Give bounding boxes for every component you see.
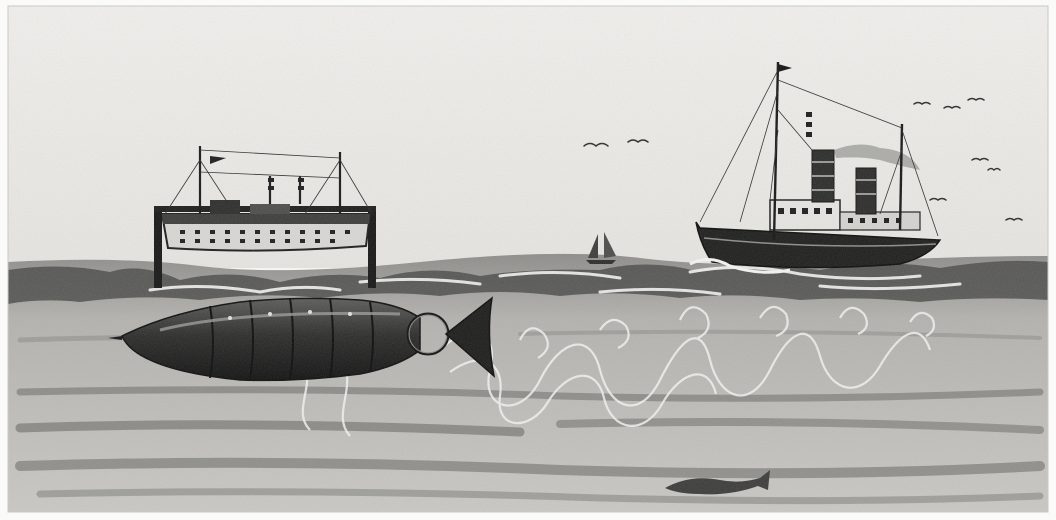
print-grain	[8, 6, 1048, 512]
